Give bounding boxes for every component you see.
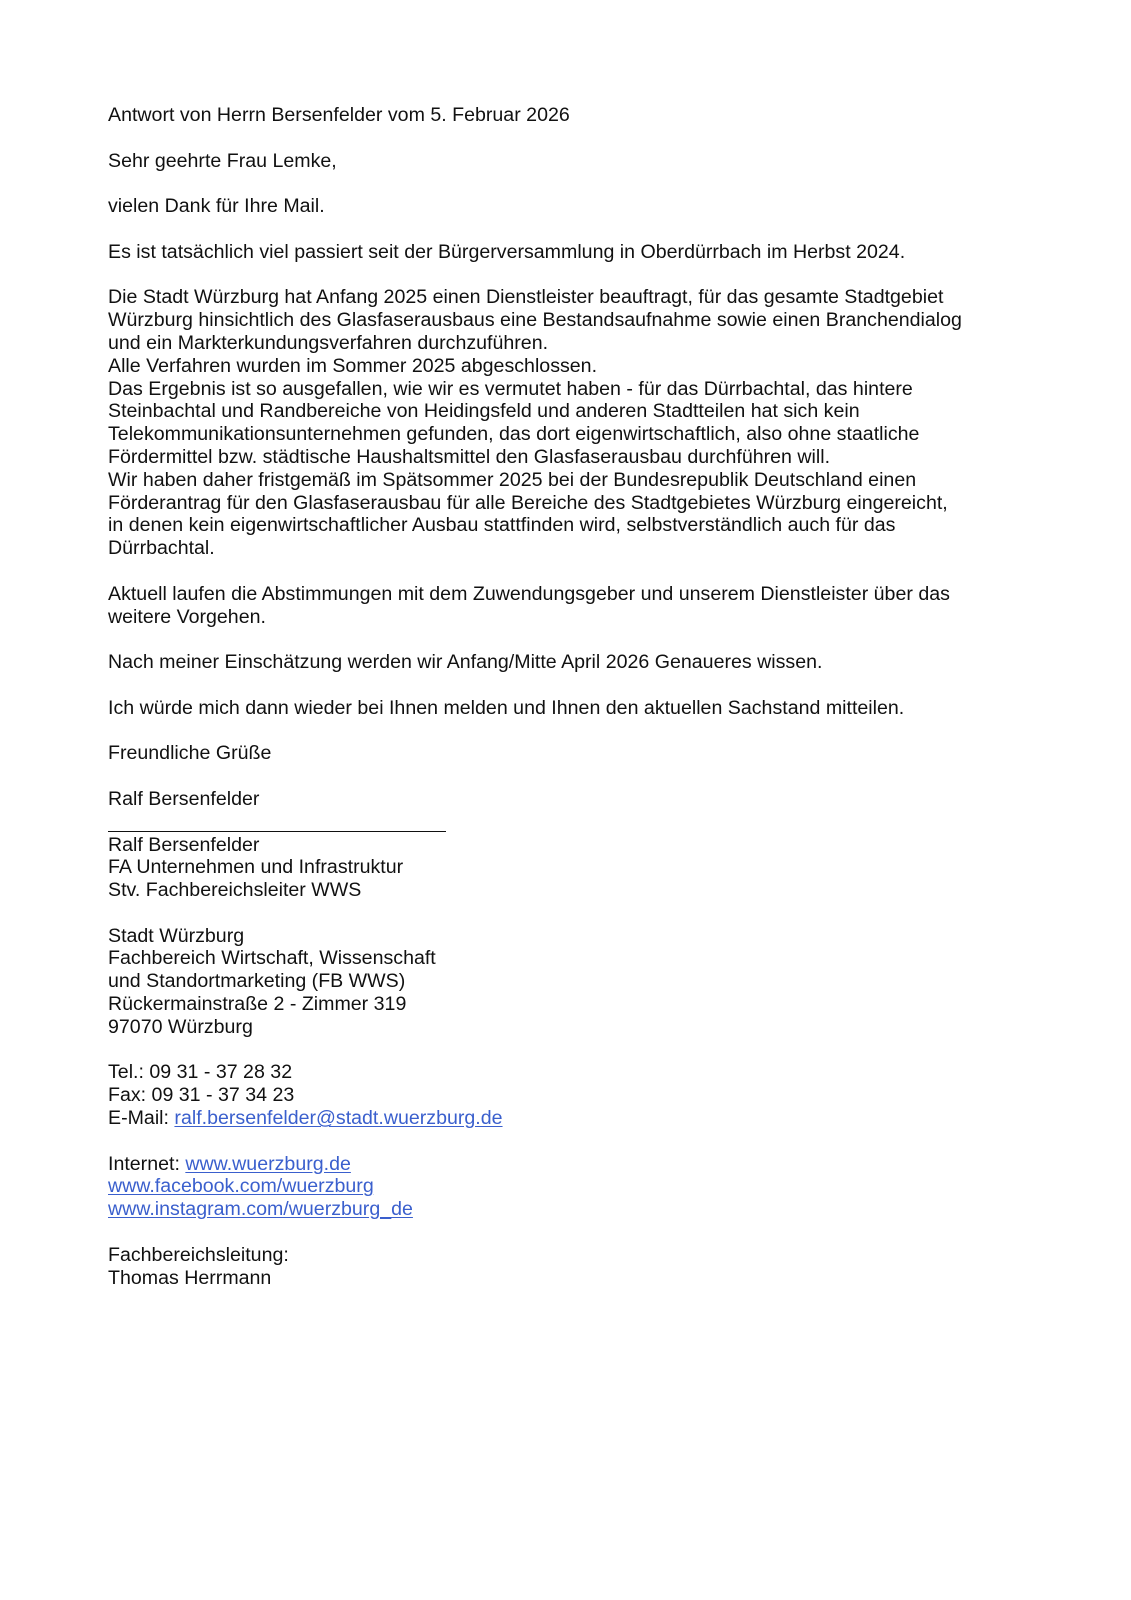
sig-title: Stv. Fachbereichsleiter WWS bbox=[108, 879, 362, 902]
facebook-link[interactable]: www.facebook.com/wuerzburg bbox=[108, 1175, 374, 1198]
body-line: Förderantrag für den Glasfaserausbau für alle Bereiche des Stadtgebietes Würzburg eingereicht, bbox=[108, 491, 948, 514]
contact-fax: Fax: 09 31 - 37 34 23 bbox=[108, 1084, 295, 1107]
internet-label: Internet: bbox=[108, 1152, 186, 1175]
body-line: Alle Verfahren wurden im Sommer 2025 abgeschlossen. bbox=[108, 354, 598, 377]
body-line: Fördermittel bzw. städtische Haushaltsmittel den Glasfaserausbau durchführen will. bbox=[108, 445, 831, 468]
address-dept: Fachbereich Wirtschaft, Wissenschaft bbox=[108, 947, 436, 970]
header-text: Antwort von Herrn Bersenfelder vom 5. Februar 2026 bbox=[108, 104, 570, 126]
body-paragraph bbox=[108, 286, 1038, 560]
leadership-label: Fachbereichsleitung: bbox=[108, 1243, 289, 1266]
estimate-text: Nach meiner Einschätzung werden wir Anfang/Mitte April 2026 Genaueres wissen. bbox=[108, 651, 823, 674]
address-city: 97070 Würzburg bbox=[108, 1015, 253, 1038]
thanks-text: vielen Dank für Ihre Mail. bbox=[108, 195, 325, 218]
body-line: Wir haben daher fristgemäß im Spätsommer 2025 bei der Bundesrepublik Deutschland einen bbox=[108, 468, 917, 491]
current-line: weitere Vorgehen. bbox=[108, 605, 266, 628]
body-line: Steinbachtal und Randbereiche von Heidingsfeld und anderen Stadtteilen hat sich kein bbox=[108, 400, 860, 423]
address-street: Rückermainstraße 2 - Zimmer 319 bbox=[108, 993, 407, 1016]
address-block bbox=[108, 925, 1038, 1039]
signature-name-text: Ralf Bersenfelder bbox=[108, 787, 260, 810]
email-label: E-Mail: bbox=[108, 1107, 175, 1130]
body-line: Die Stadt Würzburg hat Anfang 2025 einen Dienstleister beauftragt, für das gesamte Stadtgebiet bbox=[108, 286, 944, 309]
signature-name bbox=[108, 788, 1038, 811]
current-status-paragraph bbox=[108, 583, 1038, 629]
instagram-row bbox=[108, 1198, 1038, 1221]
leadership-block bbox=[108, 1244, 1038, 1290]
contact-email-row bbox=[108, 1107, 1038, 1130]
contact-tel: Tel.: 09 31 - 37 28 32 bbox=[108, 1061, 293, 1084]
followup-paragraph bbox=[108, 697, 1038, 720]
body-line: Würzburg hinsichtlich des Glasfaserausbaus eine Bestandsaufnahme sowie einen Branchendialog bbox=[108, 309, 962, 332]
contact-block bbox=[108, 1061, 1038, 1129]
instagram-link[interactable]: www.instagram.com/wuerzburg_de bbox=[108, 1198, 413, 1221]
thanks-paragraph bbox=[108, 195, 1038, 218]
body-line: in denen kein eigenwirtschaftlicher Ausbau stattfinden wird, selbstverständlich auch für das bbox=[108, 514, 896, 537]
body-line: Telekommunikationsunternehmen gefunden, das dort eigenwirtschaftlich, also ohne staatliche bbox=[108, 423, 920, 446]
address-dept: und Standortmarketing (FB WWS) bbox=[108, 970, 406, 993]
signature-block bbox=[108, 834, 1038, 902]
signature-divider bbox=[108, 811, 1038, 834]
body-line: Das Ergebnis ist so ausgefallen, wie wir es vermutet haben - für das Dürrbachtal, das hintere bbox=[108, 377, 913, 400]
followup-text: Ich würde mich dann wieder bei Ihnen melden und Ihnen den aktuellen Sachstand mitteilen. bbox=[108, 696, 905, 719]
web-block bbox=[108, 1153, 1038, 1221]
internet-row bbox=[108, 1153, 1038, 1176]
facebook-row bbox=[108, 1175, 1038, 1198]
website-link[interactable]: www.wuerzburg.de bbox=[185, 1152, 351, 1175]
sig-name: Ralf Bersenfelder bbox=[108, 833, 260, 856]
address-org: Stadt Würzburg bbox=[108, 924, 245, 947]
letter-page bbox=[108, 104, 1038, 1289]
current-line: Aktuell laufen die Abstimmungen mit dem Zuwendungsgeber und unserem Dienstleister über das bbox=[108, 582, 950, 605]
salutation bbox=[108, 150, 1038, 173]
estimate-paragraph bbox=[108, 651, 1038, 674]
sig-role: FA Unternehmen und Infrastruktur bbox=[108, 856, 404, 879]
body-line: und ein Markterkundungsverfahren durchzuführen. bbox=[108, 331, 549, 354]
leadership-name: Thomas Herrmann bbox=[108, 1266, 272, 1289]
closing bbox=[108, 742, 1038, 765]
email-link[interactable]: ralf.bersenfelder@stadt.wuerzburg.de bbox=[174, 1107, 503, 1130]
intro-text: Es ist tatsächlich viel passiert seit der Bürgerversammlung in Oberdürrbach im Herbst 2024. bbox=[108, 240, 906, 263]
salutation-text: Sehr geehrte Frau Lemke, bbox=[108, 149, 337, 172]
letter-header bbox=[108, 104, 1038, 127]
intro-paragraph bbox=[108, 241, 1038, 264]
closing-text: Freundliche Grüße bbox=[108, 742, 272, 765]
body-line: Dürrbachtal. bbox=[108, 537, 215, 560]
